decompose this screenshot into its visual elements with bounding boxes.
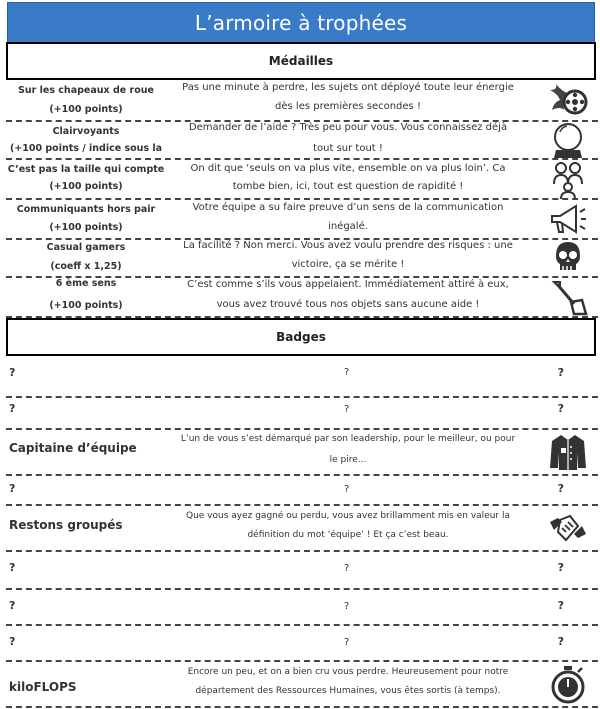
- medal-desc-line2: vous avez trouvé tous nos objets sans aucune aide !: [216, 299, 480, 310]
- medal-name: C’est pas la taille qui compte: [7, 164, 165, 175]
- badge-name: ?: [9, 482, 16, 495]
- badge-row: [6, 626, 598, 662]
- badge-name: Capitaine d’équipe: [9, 441, 137, 455]
- badge-row: [6, 356, 598, 398]
- badge-row: [6, 590, 598, 626]
- medal-name: 6 ème sens: [55, 278, 117, 289]
- badge-row: [6, 506, 598, 552]
- medal-desc-line2: victoire, ça se mérite !: [291, 259, 405, 270]
- medal-points: (+100 points): [49, 104, 123, 115]
- medal-name: Clairvoyants: [52, 126, 120, 137]
- badge-icon-placeholder: ?: [557, 561, 564, 574]
- varsity-jacket-icon: [548, 432, 588, 472]
- badge-name: ?: [9, 635, 16, 648]
- title-bar: [7, 2, 595, 43]
- medals-header-label: Médailles: [268, 54, 334, 68]
- medal-row: [6, 122, 598, 160]
- badge-desc: ?: [344, 367, 350, 378]
- badge-icon-placeholder: ?: [557, 482, 564, 495]
- medal-desc-line1: Pas une minute à perdre, les sujets ont déployé toute leur énergie: [182, 82, 514, 93]
- stopwatch-icon: [548, 665, 588, 705]
- badge-row: [6, 552, 598, 590]
- medal-desc-line1: La facilité ? Non merci. Vous avez voulu prendre des risques : une: [183, 240, 513, 251]
- handshake-icon: [548, 508, 588, 548]
- badge-desc: ?: [344, 601, 350, 612]
- badges-header-label: Badges: [276, 330, 326, 344]
- skull-icon: [548, 238, 588, 278]
- flame-wheel-icon: [548, 80, 588, 120]
- badge-name: ?: [9, 402, 16, 415]
- badge-icon-placeholder: ?: [557, 599, 564, 612]
- medal-row: [6, 80, 598, 122]
- badge-row: [6, 398, 598, 430]
- medal-name: Communiquants hors pair: [16, 204, 156, 215]
- medal-name: Sur les chapeaux de roue: [18, 85, 154, 96]
- badge-desc: ?: [344, 637, 350, 648]
- medal-desc-line2: inégalé.: [328, 221, 368, 232]
- badge-row: [6, 662, 598, 708]
- medal-desc-line2: tout sur tout !: [313, 143, 383, 154]
- badge-icon-placeholder: ?: [557, 635, 564, 648]
- medal-row: [6, 240, 598, 278]
- medal-name: Casual gamers: [46, 242, 126, 253]
- shovel-icon: [548, 278, 588, 318]
- badge-name: ?: [9, 366, 16, 379]
- badge-name: ?: [9, 561, 16, 574]
- badge-desc-line2: définition du mot ‘équipe’ ! Et ça c’est beau.: [247, 530, 449, 540]
- badge-desc-line2: le pire...: [329, 455, 367, 465]
- medal-points: (+100 points): [49, 300, 123, 311]
- badge-icon-placeholder: ?: [557, 366, 564, 379]
- medal-desc-line1: On dit que ‘seuls on va plus vite, ensemble on va plus loin’. Ca: [190, 163, 506, 174]
- badge-name: kiloFLOPS: [9, 680, 77, 694]
- medal-row: [6, 160, 598, 200]
- badge-desc: ?: [344, 563, 350, 574]
- badge-desc-line1: Encore un peu, et on a bien cru vous perdre. Heureusement pour notre: [187, 667, 509, 677]
- badge-desc-line1: L’un de vous s’est démarqué par son leadership, pour le meilleur, ou pour: [180, 434, 516, 444]
- medal-points: (+100 points): [49, 222, 123, 233]
- badge-desc-line2: département des Ressources Humaines, vous êtes sortis (à temps).: [195, 686, 501, 696]
- medal-desc-line1: C’est comme s’ils vous appelaient. Immédiatement attiré à eux,: [187, 279, 509, 290]
- people-group-icon: [548, 160, 588, 200]
- badge-row: [6, 430, 598, 476]
- crystal-ball-icon: [548, 120, 588, 160]
- badge-name: Restons groupés: [9, 518, 123, 532]
- megaphone-icon: [548, 200, 588, 240]
- badge-name: ?: [9, 599, 16, 612]
- badge-desc: ?: [344, 484, 350, 495]
- medal-points: (coeff x 1,25): [50, 261, 122, 272]
- medal-points: (+100 points / indice sous la: [9, 143, 163, 154]
- medal-desc-line1: Votre équipe a su faire preuve d’un sens de la communication: [192, 202, 504, 213]
- medal-desc-line2: dès les premières secondes !: [275, 101, 421, 112]
- medal-desc-line1: Demander de l’aide ? Très peu pour vous. Vous connaissez déjà: [188, 122, 508, 133]
- medal-row: [6, 200, 598, 240]
- medal-points: (+100 points): [49, 181, 123, 192]
- medals-header: [6, 42, 596, 80]
- badges-header: [6, 318, 596, 356]
- badge-desc-line1: Que vous ayez gagné ou perdu, vous avez brillamment mis en valeur la: [185, 511, 510, 521]
- badge-desc: ?: [344, 404, 350, 415]
- medal-desc-line2: tombe bien, ici, tout est question de rapidité !: [232, 181, 464, 192]
- badge-icon-placeholder: ?: [557, 402, 564, 415]
- badge-row: [6, 476, 598, 506]
- medal-row: [6, 278, 598, 318]
- page-title: L’armoire à trophées: [194, 10, 408, 35]
